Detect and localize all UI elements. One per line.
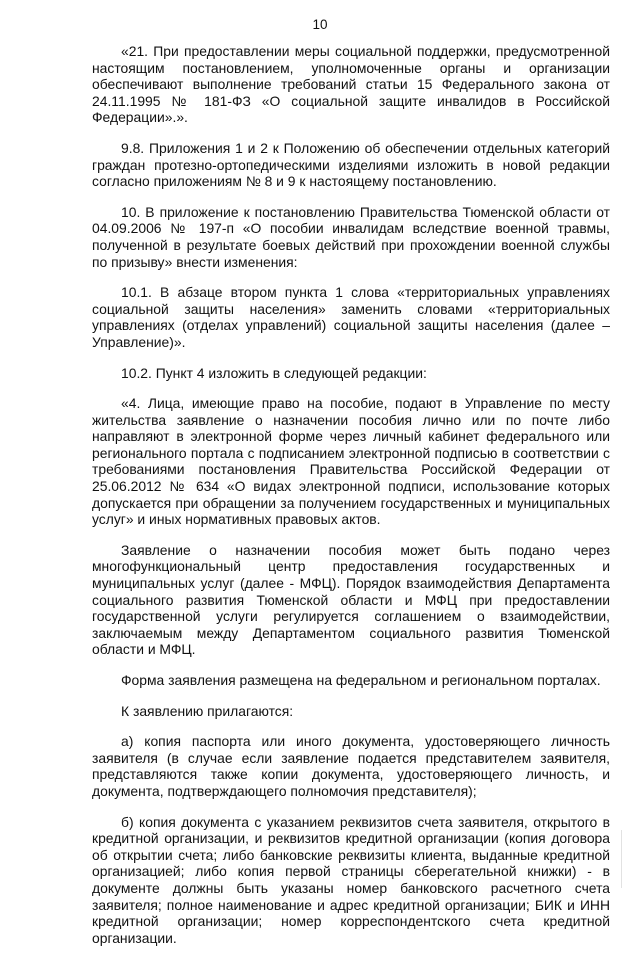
- paragraph-9-8: 9.8. Приложения 1 и 2 к Положению об обеспечении отдельных категорий граждан протезно-ортопедическими изделиями изложить в новой редакции согласно приложениям № 8 и 9 к настоящему постановлению.: [92, 139, 610, 190]
- paragraph-attachments: К заявлению прилагаются:: [121, 702, 294, 719]
- paragraph-21-quote: «21. При предоставлении меры социальной поддержки, предусмотренной настоящим постановлением, уполномоченные органы и организации обеспечивают выполнение требований статьи 15 Федерального закона от 24.11.1995 № 181-ФЗ «О социальной защите инвалидов в Российской Федерации».».: [92, 43, 610, 126]
- document-body: [92, 43, 610, 960]
- page-number: 10: [312, 17, 328, 32]
- scan-edge-line: [621, 830, 622, 888]
- list-item-b: б) копия документа с указанием реквизитов счета заявителя, открытого в кредитной организации, и реквизитов кредитной организации (копия договора об открытии счета; либо банковские реквизиты клиента, выданные кредитной организацией; либо копия первой страницы сберегательной книжки) - в документе должны быть указаны номер банковского расчетного счета заявителя; полное наименование и адрес кредитной организации; БИК и ИНН кредитной организации; номер корреспондентского счета кредитной организации.: [92, 813, 610, 946]
- paragraph-4-quote: «4. Лица, имеющие право на пособие, подают в Управление по месту жительства заявление о назначении пособия лично или по почте либо направляют в электронной форме через личный кабинет федерального или регионального портала с подписанием электронной подписью в соответствии с требованиями постановления Правительства Российской Федерации от 25.06.2012 № 634 «О видах электронной подписи, использование которых допускается при обращении за получением государственных и муниципальных услуг» и иных нормативных правовых актов.: [92, 395, 610, 528]
- paragraph-10-2: 10.2. Пункт 4 изложить в следующей редакции:: [121, 364, 427, 381]
- paragraph-form: Форма заявления размещена на федеральном и региональном порталах.: [121, 672, 601, 688]
- paragraph-10: 10. В приложение к постановлению Правительства Тюменской области от 04.09.2006 № 197-п «О пособии инвалидам вследствие военной травмы, полученной в результате боевых действий при прохождении военной службы по призыву» внести изменения:: [92, 203, 610, 270]
- list-item-a: а) копия паспорта или иного документа, удостоверяющего личность заявителя (в случае если заявление подается представителем заявителя, представляются также копии документа, удостоверяющего личность, и документа, подтверждающего полномочия представителя);: [92, 733, 610, 799]
- paragraph-mfc: Заявление о назначении пособия может быть подано через многофункциональный центр предоставления государственных и муниципальных услуг (далее - МФЦ). Порядок взаимодействия Департамента социального развития Тюменской области и МФЦ при предоставлении государственной услуги регулируется соглашением о взаимодействии, заключаемым между Департаментом социального развития Тюменской области и МФЦ.: [92, 541, 610, 658]
- paragraph-10-1: 10.1. В абзаце втором пункта 1 слова «территориальных управлениях социальной защиты населения» заменить словами «территориальных управлениях (отделах управлений) социальной защиты населения (далее – Управление)».: [92, 284, 610, 350]
